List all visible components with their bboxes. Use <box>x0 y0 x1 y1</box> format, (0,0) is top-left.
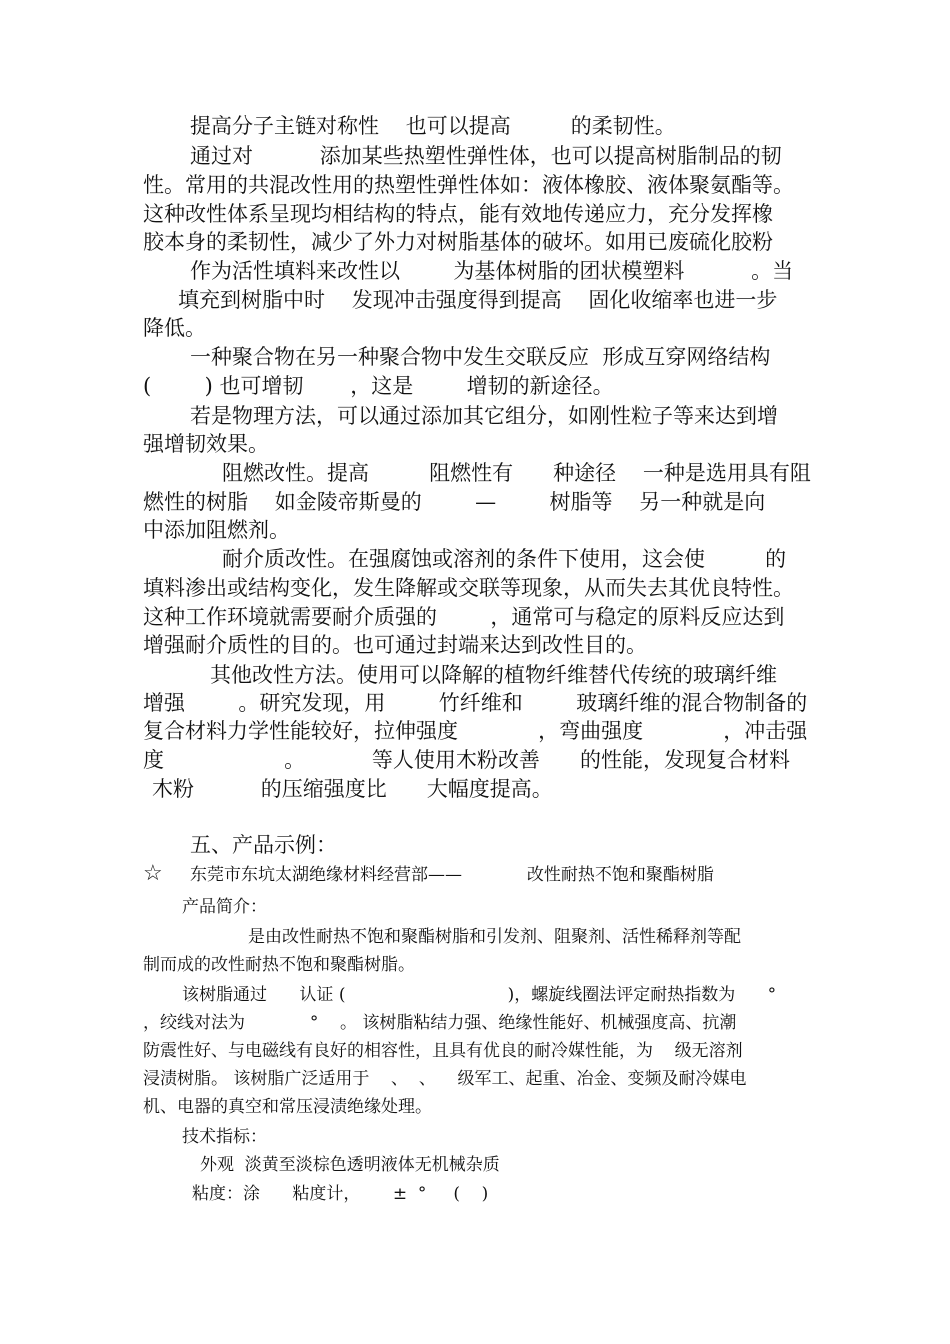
product-title: 东莞市东坑太湖绝缘材料经营部—— 改性耐热不饱和聚酯树脂 <box>190 865 714 885</box>
text-line: 技术指标： <box>182 1127 267 1147</box>
text-line: 该树脂通过 认证 ( )，螺旋线圈法评定耐热指数为 ° <box>182 985 777 1005</box>
text-line: 阻燃改性。提高 阻燃性有 种途径 一种是选用具有阻 <box>222 461 811 485</box>
text-line: 是由改性耐热不饱和聚酯树脂和引发剂、阻聚剂、活性稀释剂等配 <box>248 927 741 947</box>
text-line: 强增韧效果。 <box>143 432 269 456</box>
section-heading: 五、产品示例： <box>190 833 337 857</box>
text-line: ，绞线对法为 ° 。 该树脂粘结力强、绝缘性能好、机械强度高、抗潮 <box>143 1013 737 1033</box>
text-line: ( ) 也可增韧 ，这是 增韧的新途径。 <box>143 374 614 398</box>
text-line: 填充到树脂中时 发现冲击强度得到提高 固化收缩率也进一步 <box>178 288 778 312</box>
text-line: 防震性好、与电磁线有良好的相容性，且具有优良的耐冷媒性能，为 级无溶剂 <box>143 1041 743 1061</box>
text-line: 度 。 等人使用木粉改善 的性能，发现复合材料 <box>143 748 790 772</box>
star-icon: ☆ <box>143 861 163 886</box>
text-line: 一种聚合物在另一种聚合物中发生交联反应 形成互穿网络结构 <box>190 345 771 369</box>
text-line: 其他改性方法。使用可以降解的植物纤维替代传统的玻璃纤维 <box>210 663 777 687</box>
text-line: 降低。 <box>143 316 206 340</box>
text-line: 中添加阻燃剂。 <box>143 518 290 542</box>
text-line: 外观 淡黄至淡棕色透明液体无机械杂质 <box>200 1155 500 1175</box>
text-line: 这种工作环境就需要耐介质强的 ，通常可与稳定的原料反应达到 <box>143 605 785 629</box>
text-line: 若是物理方法，可以通过添加其它组分，如刚性粒子等来达到增 <box>190 404 778 428</box>
text-line: 提高分子主链对称性 也可以提高 的柔韧性。 <box>190 114 676 138</box>
text-line: 通过对 添加某些热塑性弹性体，也可以提高树脂制品的韧 <box>190 144 782 168</box>
text-line: 增强耐介质性的目的。也可通过封端来达到改性目的。 <box>143 633 647 657</box>
text-line: 这种改性体系呈现均相结构的特点，能有效地传递应力，充分发挥橡 <box>143 202 773 226</box>
text-line: 燃性的树脂 如金陵帝斯曼的 — 树脂等 另一种就是向 <box>143 490 766 514</box>
text-line: 耐介质改性。在强腐蚀或溶剂的条件下使用，这会使 的 <box>222 547 787 571</box>
text-line: 填料渗出或结构变化，发生降解或交联等现象，从而失去其优良特性。 <box>143 576 794 600</box>
text-line: 产品简介： <box>182 897 267 917</box>
text-line: 性。常用的共混改性用的热塑性弹性体如：液体橡胶、液体聚氨酯等。 <box>143 173 794 197</box>
text-line: 作为活性填料来改性以 为基体树脂的团状模塑料 。当 <box>190 259 794 283</box>
text-line: 机、电器的真空和常压浸渍绝缘处理。 <box>143 1097 432 1117</box>
text-line: 制而成的改性耐热不饱和聚酯树脂。 <box>143 955 415 975</box>
text-line: 木粉 的压缩强度比 大幅度提高。 <box>152 777 553 801</box>
text-line: 粘度：涂 粘度计， ± ° ( ) <box>192 1184 489 1204</box>
text-line: 复合材料力学性能较好，拉伸强度 ，弯曲强度 ，冲击强 <box>143 719 808 743</box>
text-line: 浸渍树脂。 该树脂广泛适用于 、 、 级军工、起重、冶金、变频及耐冷媒电 <box>143 1069 747 1089</box>
text-line: 增强 。研究发现，用 竹纤维和 玻璃纤维的混合物制备的 <box>143 691 808 715</box>
text-line: 胶本身的柔韧性，减少了外力对树脂基体的破坏。如用已废硫化胶粉 <box>143 230 773 254</box>
